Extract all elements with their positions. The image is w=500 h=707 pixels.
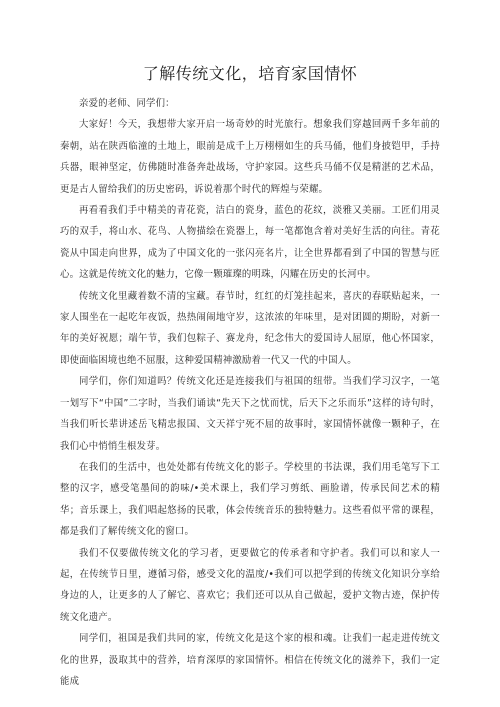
salutation: 亲爱的老师、同学们： — [79, 98, 175, 109]
paragraph-7: 同学们，祖国是我们共同的家，传统文化是这个家的根和魂。让我们一起走进传统文化的世界，汲取其中的营养，培育深厚的家国情怀。相信在传统文化的滋养下，我们一定能成 — [60, 633, 440, 687]
document-body — [60, 93, 440, 692]
paragraph-1: 大家好！今天，我想带大家开启一场奇妙的时光旅行。想象我们穿越回两千多年前的秦朝，站在陕西临潼的土地上，眼前是成千上万栩栩如生的兵马俑，他们身披铠甲，手持兵器，眼神坚定，仿佛随时准备奔赴战场，守护家园。这些兵马俑不仅是精湛的艺术品，更是古人留给我们的历史密码，诉说着那个时代的辉煌与荣耀。 — [60, 119, 440, 195]
paragraph-2: 再看看我们手中精美的青花瓷，洁白的瓷身，蓝色的花纹，淡雅又美丽。工匠们用灵巧的双手，将山水、花鸟、人物描绘在瓷器上，每一笔都饱含着对美好生活的向往。青花瓷从中国走向世界，成为了中国文化的一张闪亮名片，让全世界都看到了中国的智慧与匠心。这就是传统文化的魅力，它像一颗璀璨的明珠，闪耀在历史的长河中。 — [60, 205, 440, 281]
paragraph-4: 同学们，你们知道吗？传统文化还是连接我们与祖国的纽带。当我们学习汉字，一笔一划写下“中国”二字时，当我们诵读“先天下之忧而忧，后天下之乐而乐”这样的诗句时，当我们听长辈讲述岳飞精忠报国、文天祥宁死不屈的故事时，家国情怀就像一颗种子，在我们心中悄悄生根发芽。 — [60, 376, 440, 452]
paragraph-5: 在我们的生活中，也处处都有传统文化的影子。学校里的书法课，我们用毛笔写下工整的汉字，感受笔墨间的韵味/•美术课上，我们学习剪纸、画脸谱，传承民间艺术的精华；音乐课上，我们唱起悠扬的民歌，体会传统音乐的独特魅力。这些看似平常的课程，都是我们了解传统文化的窗口。 — [60, 461, 440, 538]
document-page — [60, 0, 440, 707]
paragraph-6: 我们不仅要做传统文化的学习者，更要做它的传承者和守护者。我们可以和家人一起，在传统节日里，遵循习俗，感受文化的温度/•我们可以把学到的传统文化知识分享给身边的人，让更多的人了解它、喜欢它；我们还可以从自己做起，爱护文物古迹，保护传统文化遗产。 — [60, 547, 440, 623]
paragraph-3: 传统文化里藏着数不清的宝藏。春节时，红红的灯笼挂起来，喜庆的春联贴起来，一家人围坐在一起吃年夜饭，热热闹闹地守岁，这浓浓的年味里，是对团圆的期盼，对新一年的美好祝愿；端午节，我们包粽子、赛龙舟，纪念伟大的爱国诗人屈原，他心怀国家，即使面临困境也绝不屈服，这种爱国精神激励着一代又一代的中国人。 — [60, 290, 440, 366]
document-title: 了解传统文化，培育家国情怀 — [142, 64, 358, 83]
